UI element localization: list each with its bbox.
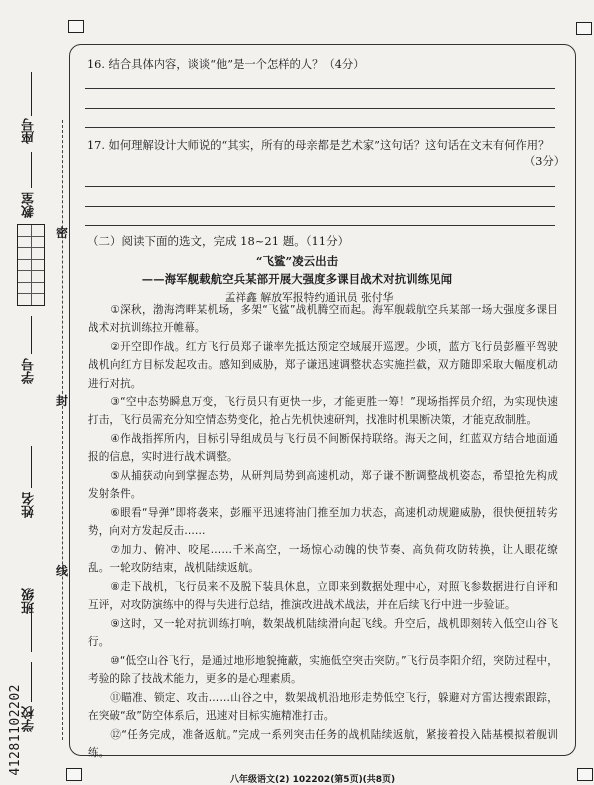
answer-line[interactable] [85, 88, 555, 89]
seal-mark-mi: 密 [56, 226, 69, 240]
answer-line[interactable] [85, 186, 555, 187]
paragraph-9: ⑨这时，又一轮对抗训练打响，数架战机陆续滑向起飞线。升空后，战机即刻转入低空山谷飞行。 [88, 618, 558, 649]
question-17: 17. 如何理解设计大师说的“其实，所有的母亲都是艺术家”这句话？这句话在文末有何作用？ [87, 139, 550, 152]
article-title: “飞鲨”凌云出击 [255, 254, 339, 268]
paragraph-6: ⑥眼看“导弹”即将袭来，彭雁平迅速将油门推至加力状态，高速机动规避威胁，很快便扭转劣势，向对方发起反击…… [88, 507, 558, 538]
answer-line[interactable] [85, 225, 555, 226]
seat-label: 座号 [22, 118, 37, 144]
paragraph-3: ③“空中态势瞬息万变，飞行员只有更快一步，才能更胜一筹！”现场指挥员介绍，为实现快速打击，飞行员需充分知空情态势变化，抢占先机快速研判，找准时机果断决策，才能克敌制胜。 [88, 396, 558, 427]
exam-id-number: 41281102202 [8, 684, 23, 776]
paragraph-12: ⑫“任务完成，准备返航。”完成一系列突击任务的战机陆续返航，紧接着投入陆基模拟着舰训练。 [88, 729, 558, 760]
answer-line[interactable] [85, 127, 555, 128]
class-blank [31, 612, 32, 652]
paragraph-2: ②开空即作战。红方飞行员郑子谦率先抵达预定空域展开巡逻。少顷，蓝方飞行员彭雁平驾驶战机向红方目标发起攻击。感知到威胁，郑子谦迅速调整状态实施拦截，双方随即采取大幅度机动进行对抗。 [88, 341, 558, 390]
classroom-blank [31, 152, 32, 188]
seal-mark-xian: 线 [56, 564, 69, 578]
name-label: 姓名 [22, 492, 37, 518]
classroom-label: 教室 [22, 192, 37, 218]
article-byline: 孟祥鑫 解放军报特约通讯员 张付华 [224, 291, 394, 304]
registration-mark [577, 768, 593, 781]
paragraph-10: ⑩“低空山谷飞行，是通过地形地貌掩蔽，实施低空突击突防。”飞行员李阳介绍，突防过程中，考验的除了技战术能力，更多的是心理素质。 [88, 655, 558, 686]
paragraph-5: ⑤从捕获动向到掌握态势，从研判局势到高速机动，郑子谦不断调整战机姿态，希望抢先构成发射条件。 [88, 470, 558, 501]
page-footer: 八年级语文(2) 102202(第5页)(共8页) [230, 775, 396, 785]
name-blank [31, 446, 32, 488]
paragraph-7: ⑦加力、俯冲、咬尾……千米高空，一场惊心动魄的快节奏、高负荷攻防转换，让人眼花缭乱。一轮攻防结束，战机陆续返航。 [88, 544, 558, 575]
paragraph-11: ⑪瞄准、锁定、攻击……山谷之中，数架战机沿地形走势低空飞行，躲避对方雷达搜索跟踪，在突破“敌”防空体系后，迅速对目标实施精准打击。 [88, 692, 558, 723]
section-heading: （二）阅读下面的选文，完成 18~21 题。（11分） [87, 234, 350, 248]
paragraph-4: ④作战指挥所内，目标引导组成员与飞行员不间断保持联络。海天之间，红蓝双方结合地面通报的信息，实时进行战术调整。 [88, 433, 558, 464]
article-subtitle: ——海军舰载航空兵某部开展大强度多课目战术对抗训练见闻 [141, 272, 453, 286]
paragraph-8: ⑧走下战机，飞行员来不及脱下装具休息，立即来到数据处理中心，对照飞参数据进行自评和互评，对攻防演练中的得与失进行总结，推演改进战术战法，并在后续飞行中进一步验证。 [88, 581, 558, 612]
answer-line[interactable] [85, 108, 555, 109]
student-id-blank [31, 316, 32, 354]
question-16: 16. 结合具体内容，谈谈“他”是一个怎样的人？（4分） [87, 58, 365, 71]
paragraph-1: ①深秋，渤海湾畔某机场，多架“飞鲨”战机腾空而起。海军舰载航空兵某部一场大强度多课目战术对抗训练拉开帷幕。 [88, 304, 558, 335]
question-17-points: （3分） [524, 155, 566, 168]
class-label: 班级 [22, 588, 37, 614]
answer-line[interactable] [85, 206, 555, 207]
school-blank [31, 662, 32, 702]
registration-mark [68, 20, 84, 33]
school-label: 学校 [22, 706, 37, 732]
registration-mark [576, 22, 592, 35]
seat-blank [31, 72, 32, 116]
student-id-label: 学号 [22, 358, 37, 384]
binding-dashed-line [62, 120, 63, 740]
registration-mark [66, 768, 82, 781]
seal-mark-feng: 封 [56, 394, 69, 408]
